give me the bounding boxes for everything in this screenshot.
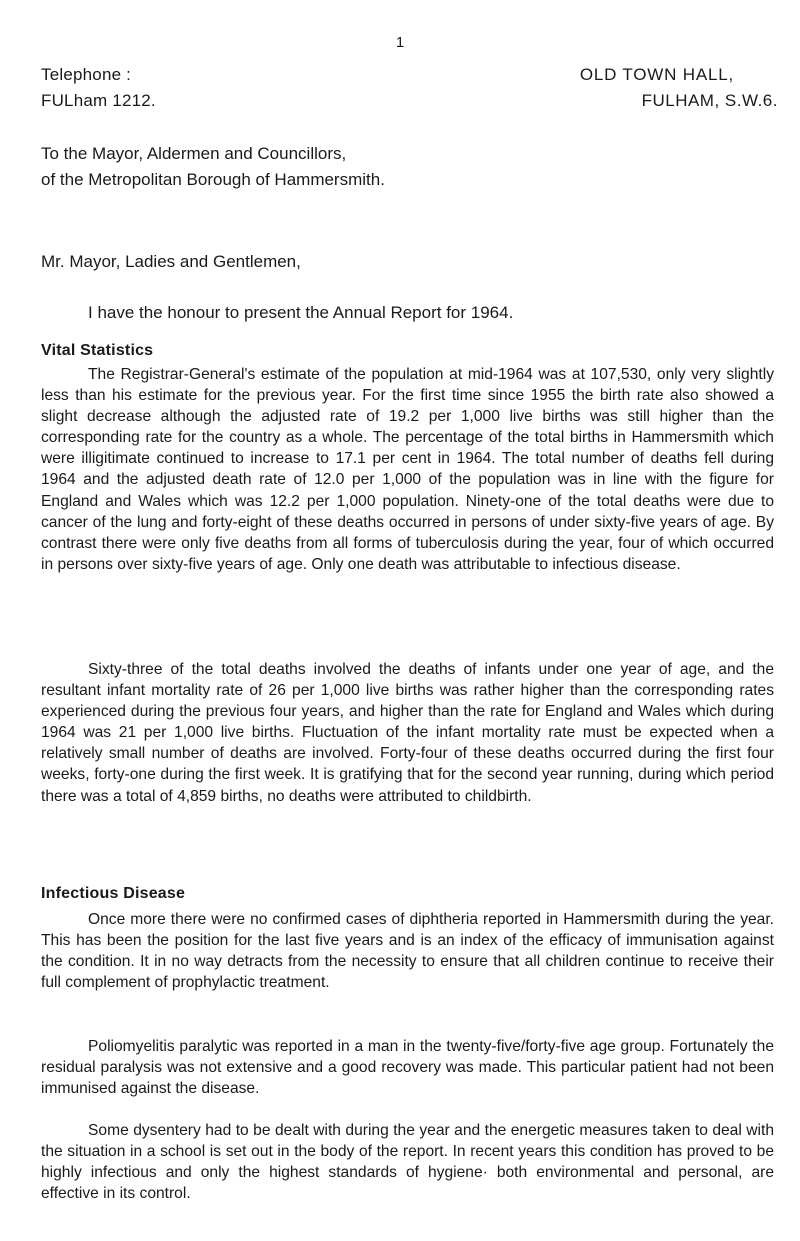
section-heading-vital-statistics: Vital Statistics: [41, 342, 154, 359]
telephone-block: [41, 62, 156, 114]
vital-statistics-paragraph-2: Sixty-three of the total deaths involved the deaths of infants under one year of age, and the resultant infant mortality rate of 26 per 1,000 live births was rather higher than the corresponding rates experienced during the previous four years, and higher than the rate for England and Wales which during 1964 was 21 per 1,000 live births. Fluctuation of the infant mortality rate must be expected when a relatively small number of deaths are involved. Forty-four of these deaths occurred during the first four weeks, forty-one during the first week. It is gratifying that for the second year running, during which period there was a total of 4,859 births, no deaths were attributed to childbirth.: [41, 661, 774, 805]
page-number: 1: [395, 34, 405, 51]
addressee-line-2: of the Metropolitan Borough of Hammersmith.: [41, 170, 385, 189]
telephone-label: Telephone :: [41, 65, 132, 84]
greeting: Mr. Mayor, Ladies and Gentlemen,: [41, 252, 301, 271]
address-line-1: OLD TOWN HALL,: [579, 65, 734, 84]
intro-sentence: I have the honour to present the Annual Report for 1964.: [88, 303, 514, 322]
infectious-disease-paragraph-2: Poliomyelitis paralytic was reported in a man in the twenty-five/forty-five age group. Fortunately the residual paralysis was not extensive and a good recovery was made. This particular patient had not been immunised against the disease.: [41, 1038, 774, 1098]
address-line-2: FULHAM, S.W.6.: [641, 91, 778, 110]
section-heading-infectious-disease: Infectious Disease: [41, 885, 186, 902]
telephone-number: FULham 1212.: [41, 91, 156, 110]
vital-statistics-paragraph-1: The Registrar-General's estimate of the population at mid-1964 was at 107,530, only very slightly less than his estimate for the previous year. For the first time since 1955 the birth rate also showed a slight decrease although the adjusted rate of 19.2 per 1,000 live births was still higher than the corresponding rate for the country as a whole. The percentage of the total births in Hammersmith which were illigitimate continued to increase to 17.1 per cent in 1964. The total number of deaths fell during 1964 and the adjusted death rate of 12.0 per 1,000 of the population was in line with the figure for England and Wales which was 12.2 per 1,000 population. Ninety-one of the total deaths were due to cancer of the lung and forty-eight of these deaths occurred in persons of under sixty-five years of age. By contrast there were only five deaths from all forms of tuberculosis during the year, four of which occurred in persons over sixty-five years of age. Only one death was attributable to infectious disease.: [41, 366, 774, 573]
infectious-disease-paragraph-1: Once more there were no confirmed cases of diphtheria reported in Hammersmith during the year. This has been the position for the last five years and is an index of the efficacy of immunisation against the condition. It in no way detracts from the necessity to ensure that all children continue to receive their full complement of prophylactic treatment.: [41, 911, 774, 992]
infectious-disease-paragraph-3: Some dysentery had to be dealt with during the year and the energetic measures taken to deal with the situation in a school is set out in the body of the report. In recent years this condition has proved to be highly infectious and only the highest standards of hygiene· both environmental and personal, are effective in its control.: [41, 1122, 774, 1203]
addressee-line-1: To the Mayor, Aldermen and Councillors,: [41, 144, 347, 163]
addressee: [41, 141, 385, 193]
address-block: [580, 62, 778, 114]
